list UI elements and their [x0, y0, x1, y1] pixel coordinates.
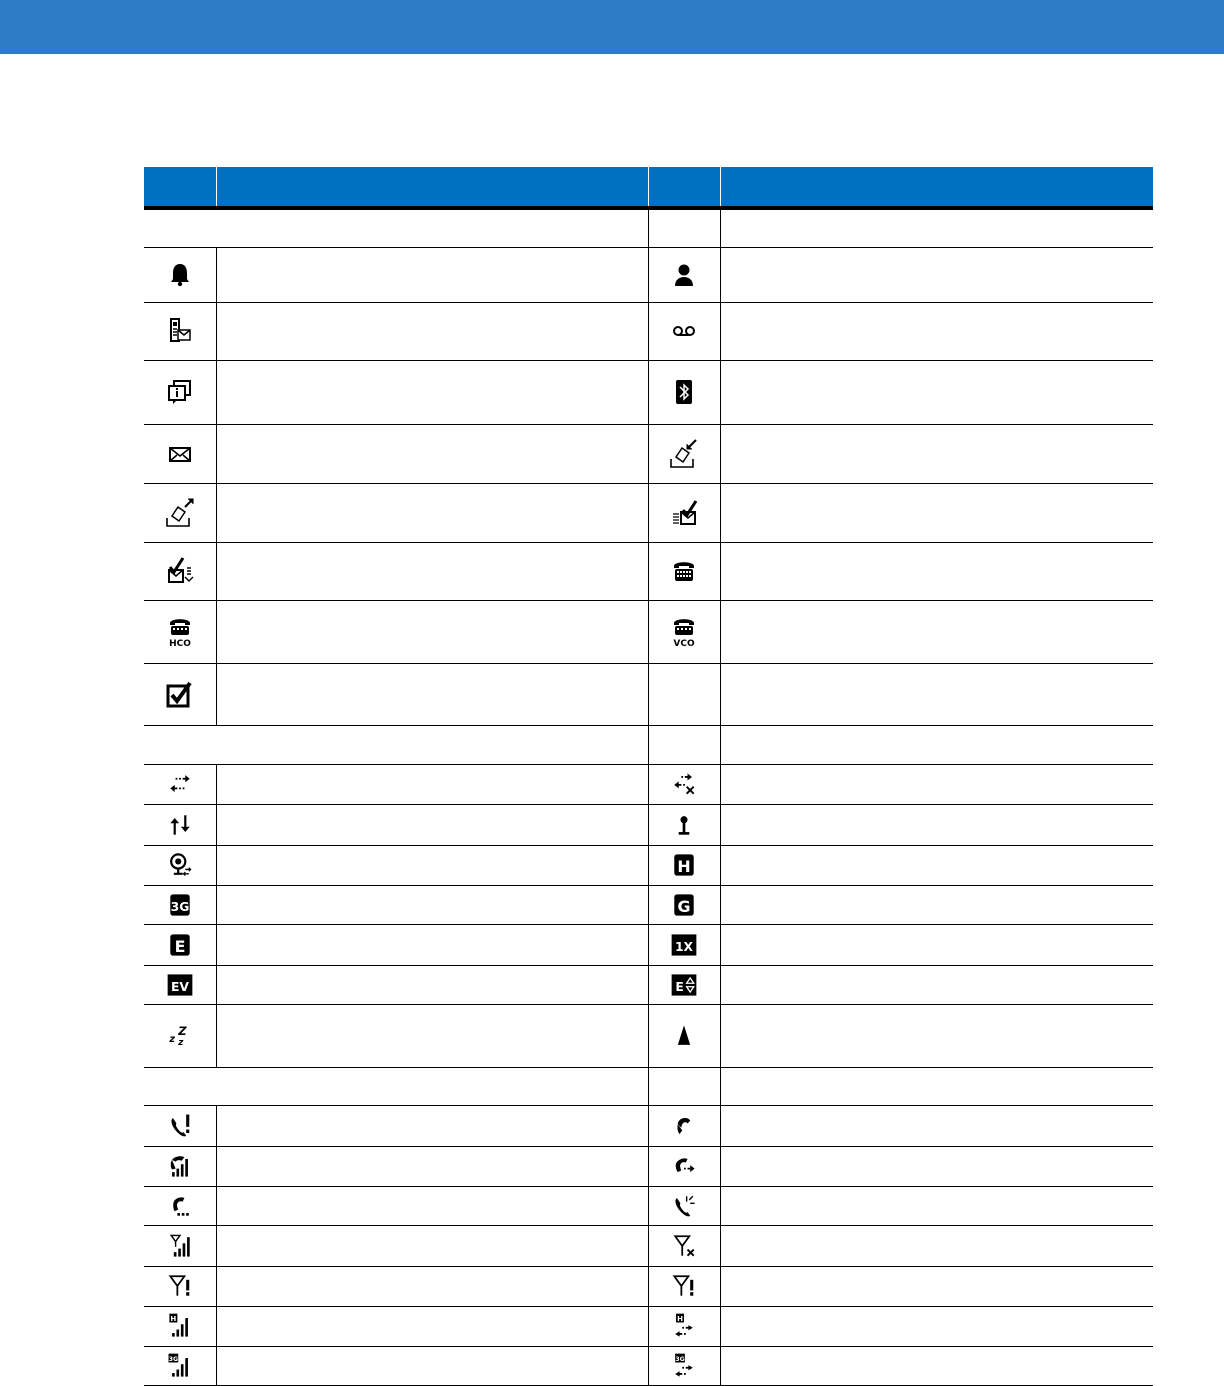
description-cell	[216, 1186, 648, 1225]
icon-cell	[144, 1225, 216, 1266]
description-cell	[216, 1306, 648, 1346]
description-cell	[216, 924, 648, 965]
inbox-receive-icon	[667, 437, 701, 471]
icon-cell	[144, 1306, 216, 1346]
table-row	[144, 965, 1153, 1004]
table-row	[144, 764, 1153, 804]
description-cell	[720, 1146, 1153, 1186]
description-cell	[720, 424, 1153, 483]
icon-cell	[648, 965, 720, 1004]
section-spacer	[648, 725, 720, 764]
icon-cell	[648, 542, 720, 600]
icon-cell	[648, 804, 720, 845]
connection-inactive-icon	[669, 769, 699, 799]
description-cell	[720, 1346, 1153, 1385]
icon-cell	[144, 542, 216, 600]
mail-download-check-icon	[163, 554, 197, 588]
section-header-row	[144, 1067, 1153, 1105]
description-cell	[216, 1004, 648, 1067]
table-row	[144, 845, 1153, 885]
description-cell	[216, 302, 648, 360]
icon-cell	[648, 247, 720, 302]
icon-cell	[144, 1266, 216, 1306]
email-envelope-icon	[163, 437, 197, 471]
icon-cell	[648, 302, 720, 360]
mail-sync-check-icon	[667, 496, 701, 530]
icon-cell	[144, 1146, 216, 1186]
bluetooth-icon	[667, 375, 701, 409]
description-cell	[720, 1105, 1153, 1146]
icon-cell	[648, 360, 720, 424]
icon-cell	[144, 1186, 216, 1225]
section-title	[144, 725, 648, 764]
icon-cell	[144, 1105, 216, 1146]
description-cell	[720, 1266, 1153, 1306]
icon-cell	[648, 1306, 720, 1346]
description-cell	[720, 764, 1153, 804]
icon-cell	[648, 1105, 720, 1146]
description-cell	[720, 1186, 1153, 1225]
icon-cell	[144, 1004, 216, 1067]
sleep-zz-icon	[165, 1021, 195, 1051]
description-cell	[720, 663, 1153, 725]
header-icon-col-2	[648, 167, 720, 208]
icon-cell	[648, 764, 720, 804]
icon-cell	[648, 483, 720, 542]
description-cell	[720, 965, 1153, 1004]
icon-cell	[648, 1346, 720, 1385]
description-cell	[720, 1225, 1153, 1266]
icon-cell	[648, 1146, 720, 1186]
header-icon-col	[144, 167, 216, 208]
call-forward-icon	[669, 1151, 699, 1181]
checkbox-checked-icon	[163, 677, 197, 711]
hsdpa-signal-icon	[165, 1311, 195, 1341]
section-header-row	[144, 725, 1153, 764]
icon-cell	[648, 1004, 720, 1067]
icon-cell	[648, 924, 720, 965]
section-spacer	[720, 725, 1153, 764]
description-cell	[216, 1346, 648, 1385]
table-row	[144, 1306, 1153, 1346]
call-active-icon	[669, 1111, 699, 1141]
icon-cell	[648, 1186, 720, 1225]
icon-cell	[144, 483, 216, 542]
description-cell	[216, 1225, 648, 1266]
description-cell	[216, 424, 648, 483]
description-cell	[216, 600, 648, 663]
section-title	[144, 1067, 648, 1105]
missed-call-icon	[165, 1111, 195, 1141]
description-cell	[720, 845, 1153, 885]
section-title	[144, 208, 648, 247]
voicemail-icon	[667, 314, 701, 348]
description-cell	[216, 845, 648, 885]
outbox-send-icon	[163, 496, 197, 530]
table-row	[144, 600, 1153, 663]
evdo-arrows-icon	[669, 970, 699, 1000]
description-cell	[216, 360, 648, 424]
sms-phone-message-icon	[163, 314, 197, 348]
icon-cell	[144, 424, 216, 483]
section-spacer	[720, 208, 1153, 247]
table-row	[144, 1146, 1153, 1186]
icon-cell	[144, 924, 216, 965]
3g-connected-icon	[669, 1351, 699, 1381]
icon-cell	[144, 600, 216, 663]
icon-cell	[648, 424, 720, 483]
description-cell	[720, 483, 1153, 542]
description-cell	[216, 804, 648, 845]
description-cell	[216, 483, 648, 542]
description-cell	[720, 302, 1153, 360]
table-row	[144, 424, 1153, 483]
gprs-g-icon	[669, 890, 699, 920]
1x-icon	[669, 930, 699, 960]
icon-cell	[648, 663, 720, 725]
3g-signal-icon	[165, 1351, 195, 1381]
table-row	[144, 542, 1153, 600]
alarm-bell-icon	[163, 258, 197, 292]
icon-cell	[648, 885, 720, 924]
notification-info-icon	[163, 375, 197, 409]
call-dialing-icon	[165, 1191, 195, 1221]
triangle-indicator-icon	[669, 1021, 699, 1051]
description-cell	[720, 360, 1153, 424]
description-cell	[720, 247, 1153, 302]
description-cell	[720, 1306, 1153, 1346]
description-cell	[216, 764, 648, 804]
description-cell	[720, 600, 1153, 663]
table-row	[144, 1004, 1153, 1067]
3g-icon	[165, 890, 195, 920]
tty-phone-icon	[667, 554, 701, 588]
icon-cell	[648, 1225, 720, 1266]
description-cell	[216, 1266, 648, 1306]
description-cell	[720, 804, 1153, 845]
tty-vco-icon	[667, 615, 701, 649]
no-service-icon	[165, 1271, 195, 1301]
icon-cell	[144, 663, 216, 725]
icon-cell	[144, 247, 216, 302]
top-header-bar	[0, 0, 1224, 54]
section-spacer	[720, 1067, 1153, 1105]
call-ringing-icon	[669, 1191, 699, 1221]
table-row	[144, 663, 1153, 725]
icon-cell	[144, 1346, 216, 1385]
hsdpa-connected-icon	[669, 1311, 699, 1341]
icon-cell	[144, 764, 216, 804]
section-header-row	[144, 208, 1153, 247]
icon-cell	[648, 600, 720, 663]
table-row	[144, 924, 1153, 965]
no-signal-icon	[669, 1231, 699, 1261]
icon-cell	[648, 845, 720, 885]
section-spacer	[648, 1067, 720, 1105]
edge-e-icon	[165, 930, 195, 960]
pin-antenna-icon	[669, 810, 699, 840]
data-sync-arrows-icon	[165, 810, 195, 840]
description-cell	[720, 1004, 1153, 1067]
table-row	[144, 1225, 1153, 1266]
table-row	[144, 1105, 1153, 1146]
section-spacer	[648, 208, 720, 247]
evdo-icon	[165, 970, 195, 1000]
description-cell	[720, 885, 1153, 924]
header-description-col-2	[720, 167, 1153, 208]
table-header-row	[144, 167, 1153, 208]
hsdpa-h-icon	[669, 850, 699, 880]
person-icon	[667, 258, 701, 292]
table-row	[144, 1266, 1153, 1306]
connection-active-icon	[165, 769, 195, 799]
description-cell	[720, 924, 1153, 965]
wifi-access-icon	[165, 850, 195, 880]
description-cell	[216, 1146, 648, 1186]
description-cell	[216, 885, 648, 924]
description-cell	[216, 663, 648, 725]
description-cell	[216, 1105, 648, 1146]
icon-cell	[144, 845, 216, 885]
header-description-col	[216, 167, 648, 208]
icon-cell	[144, 360, 216, 424]
description-cell	[720, 542, 1153, 600]
status-icons-table	[144, 167, 1153, 1386]
table-row	[144, 483, 1153, 542]
table-row	[144, 1186, 1153, 1225]
signal-strength-icon	[165, 1231, 195, 1261]
table-row	[144, 247, 1153, 302]
icon-cell	[144, 965, 216, 1004]
table-row	[144, 1346, 1153, 1385]
table-row	[144, 302, 1153, 360]
description-cell	[216, 542, 648, 600]
icon-cell	[648, 1266, 720, 1306]
table-row	[144, 360, 1153, 424]
table-row	[144, 804, 1153, 845]
table-row	[144, 885, 1153, 924]
searching-signal-icon	[669, 1271, 699, 1301]
icon-cell	[144, 302, 216, 360]
call-signal-icon	[165, 1151, 195, 1181]
icon-cell	[144, 804, 216, 845]
description-cell	[216, 965, 648, 1004]
tty-hco-icon	[163, 615, 197, 649]
description-cell	[216, 247, 648, 302]
icon-cell	[144, 885, 216, 924]
